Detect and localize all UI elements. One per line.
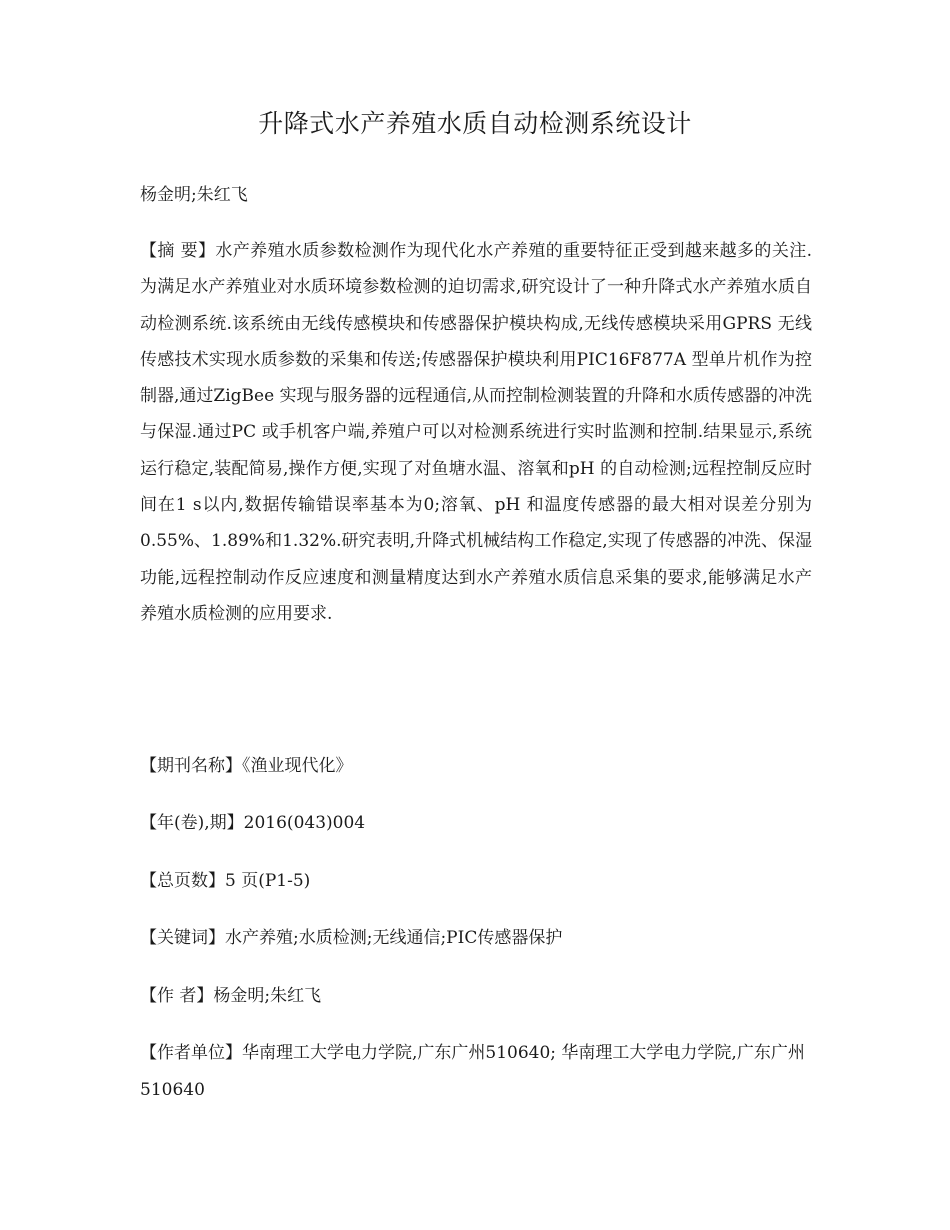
keywords-label: 【关键词】 <box>140 928 225 948</box>
keywords-value: 水产养殖;水质检测;无线通信;PIC传感器保护 <box>225 928 563 948</box>
journal-label: 【期刊名称】 <box>140 756 242 776</box>
abstract-text: 水产养殖水质参数检测作为现代化水产养殖的重要特征正受到越来越多的关注.为满足水产养殖业对水质环境参数检测的迫切需求,研究设计了一种升降式水产养殖水质自动检测系统.该系统由无线传感模块和传感器保护模块构成,无线传感模块采用GPRS 无线传感技术实现水质参数的采集和传送;传感器保护模块利用PIC16F877A 型单片机作为控制器,通过ZigBee 实现与服务器的远程通信,从而控制检测装置的升降和水质传感器的冲洗与保湿.通过PC 或手机客户端,养殖户可以对检测系统进行实时监测和控制.结果显示,系统运行稳定,装配简易,操作方便,实现了对鱼塘水温、溶氧和pH 的自动检测;远程控制反应时间在1 s以内,数据传输错误率基本为0;溶氧、pH 和温度传感器的最大相对误差分别为0.55%、1.89%和1.32%.研究表明,升降式机械结构工作稳定,实现了传感器的冲洗、保湿功能,远程控制动作反应速度和测量精度达到水产养殖水质信息采集的要求,能够满足水产养殖水质检测的应用要求. <box>140 241 813 624</box>
affiliation-field <box>140 1035 812 1109</box>
author-value: 杨金明;朱红飞 <box>213 986 322 1006</box>
year-volume-issue-field <box>140 805 812 841</box>
pages-value: 5 页(P1-5) <box>225 871 311 891</box>
abstract-section <box>140 233 812 632</box>
page-title: 升降式水产养殖水质自动检测系统设计 <box>258 109 692 138</box>
author-field <box>140 978 812 1014</box>
author-line: 杨金明;朱红飞 <box>140 185 248 205</box>
journal-value: 《渔业现代化》 <box>242 756 353 776</box>
abstract-label: 【摘 要】 <box>140 241 216 261</box>
year-value: 2016(043)004 <box>243 813 366 833</box>
author-label: 【作 者】 <box>140 986 214 1006</box>
affiliation-value: 华南理工大学电力学院,广东广州510640; 华南理工大学电力学院,广东广州510640 <box>140 1043 805 1100</box>
journal-field <box>140 748 812 784</box>
page-count-field <box>140 863 812 899</box>
pages-label: 【总页数】 <box>140 871 225 891</box>
affiliation-label: 【作者单位】 <box>140 1043 242 1063</box>
year-label: 【年(卷),期】 <box>140 813 244 833</box>
keywords-field <box>140 920 812 956</box>
